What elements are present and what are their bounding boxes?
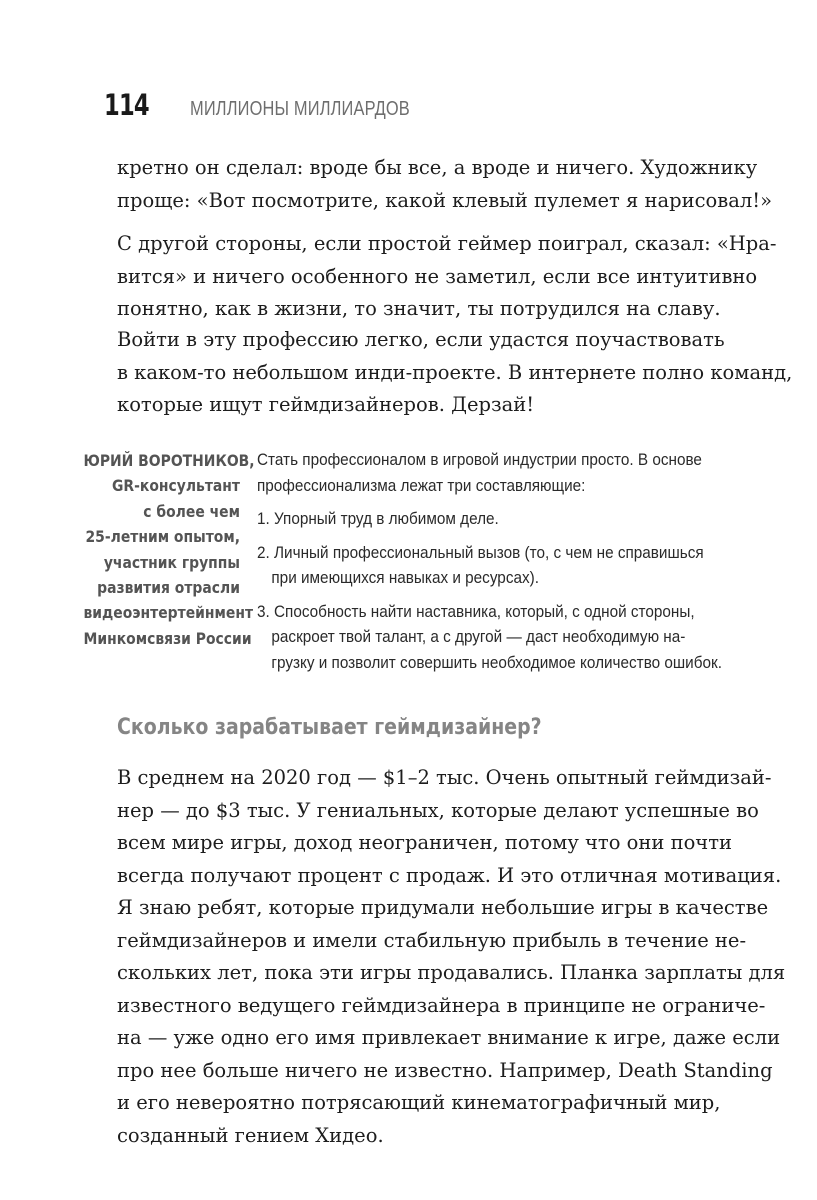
quote-intro-line: профессионализма лежат три составляющие: [257,475,586,495]
text-line: геймдизайнеров и имели стабильную прибыль в течение не- [117,928,747,952]
text-line: в каком-то небольшом инди-проекте. В интернете полно команд, [117,360,793,384]
text-line: всегда получают процент с продаж. И это отличная мотивация. [117,863,782,887]
text-line: В среднем на 2020 год — $1–2 тыс. Очень опытный геймдизай- [117,766,772,789]
text-line: и его невероятно потрясающий кинематографичный мир, [117,1091,721,1114]
text-line: на — уже одно его имя привлекает внимание к игре, даже если [117,1026,781,1049]
text-line: вится» и ничего особенного не заметил, если все интуитивно [117,264,758,288]
running-header [104,88,458,124]
text-line: кретно он сделал: вроде бы все, а вроде и ничего. Художнику [117,156,758,179]
book-title: МИЛЛИОНЫ МИЛЛИАРДОВ [190,98,410,120]
quote-text [257,447,722,675]
text-line: нер — до $3 тыс. У гениальных, которые делают успешные во [117,798,759,822]
text-line: созданный гением Хидео. [117,1123,384,1147]
text-line: проще: «Вот посмотрите, какой клевый пулемет я нарисовал!» [117,188,773,212]
paragraph-2 [117,228,777,326]
author-line: участник группы [103,552,241,572]
quote-list-item: 3. Способность найти наставника, который, с одной стороны, [257,601,695,621]
quote-list-item-cont: при имеющихся навыках и ресурсах). [271,568,539,587]
author-line: с более чем [143,501,240,521]
quote-list-item: 2. Личный профессиональный вызов (то, с чем не справишься [257,542,704,562]
quote-intro-line: Стать профессионалом в игровой индустрии просто. В основе [257,450,702,469]
author-line: GR-консультант [111,476,240,496]
text-line: которые ищут геймдизайнеров. Дерзай! [117,393,535,416]
page-number: 114 [104,88,149,122]
quote-list-item: 1. Упорный труд в любимом деле. [257,509,499,528]
text-line: Я знаю ребят, которые придумали небольшие игры в качестве [117,896,769,919]
quote-list-item-cont: раскроет твой талант, а с другой — даст необходимую на- [271,627,686,646]
section-heading: Сколько зарабатывает геймдизайнер? [117,715,542,740]
author-line: 25-летним опытом, [85,527,240,547]
text-line: известного ведущего геймдизайнера в принципе не ограниче- [117,993,766,1017]
author-line: развития отрасли [97,577,240,597]
author-line: Минкомсвязи России [83,628,252,648]
quote-author [58,448,255,651]
text-line: всем мире игры, доход неограничен, потому что они почти [117,831,732,854]
text-line: С другой стороны, если простой геймер поиграл, сказал: «Нра- [117,232,777,255]
text-line: понятно, как в жизни, то значит, ты потрудился на славу. [117,297,721,320]
text-line: Войти в эту профессию легко, если удастся поучаствовать [117,328,725,351]
text-line: скольких лет, пока эти игры продавались. Планка зарплаты для [117,961,786,984]
author-name: ЮРИЙ ВОРОТНИКОВ, [83,451,255,470]
author-line: видеоэнтертейнмент [83,603,254,623]
paragraph-1 [117,152,773,217]
section-paragraph [117,762,786,1152]
paragraph-3 [117,324,793,422]
text-line: про нее больше ничего не известно. Например, Death Standing [117,1058,773,1082]
quote-list-item-cont: грузку и позволит совершить необходимое количество ошибок. [271,652,722,672]
